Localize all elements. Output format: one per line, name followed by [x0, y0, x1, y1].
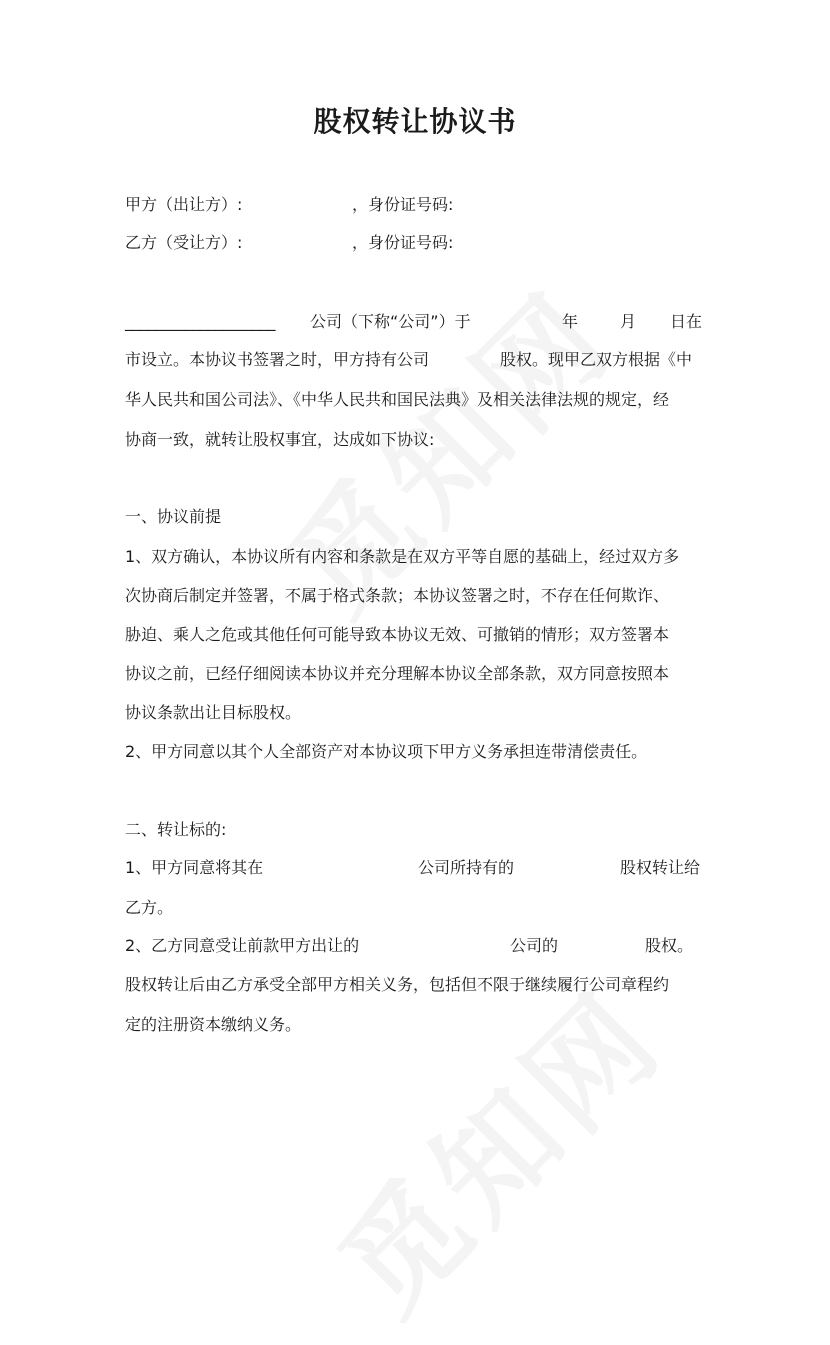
section2-item2b: 公司的 — [510, 936, 559, 955]
document-title: 股权转让协议书 — [313, 105, 517, 138]
party-a-id-label: ，身份证号码: — [352, 195, 454, 214]
party-a-label: 甲方（出让方）: — [125, 195, 243, 214]
year-label: 年 — [562, 312, 579, 331]
section1-item1-line: 胁迫、乘人之危或其他任何可能导致本协议无效、可撤销的情形；双方签署本 — [125, 625, 670, 644]
section2-item1b: 公司所持有的 — [418, 858, 515, 877]
section2-item1c: 股权转让给 — [620, 858, 701, 877]
section1-item1-line: 次协商后制定并签署，不属于格式条款；本协议签署之时，不存在任何欺诈、 — [125, 586, 670, 605]
company-ref: 公司（下称“公司”）于 — [310, 312, 471, 331]
section2-item2a: 2、乙方同意受让前款甲方出让的 — [125, 936, 360, 955]
day-label: 日在 — [670, 312, 703, 331]
preamble-line2b: 股权。现甲乙双方根据《中 — [500, 350, 693, 369]
company-name-blank: ____________________ — [125, 312, 275, 331]
section1-item1-line: 协议条款出让目标股权。 — [125, 703, 302, 722]
section2-item1d: 乙方。 — [125, 898, 174, 917]
section1-heading: 一、协议前提 — [125, 507, 222, 526]
preamble-line4: 协商一致，就转让股权事宜，达成如下协议: — [125, 430, 435, 449]
section2-item2-line2: 股权转让后由乙方承受全部甲方相关义务，包括但不限于继续履行公司章程约 — [125, 975, 670, 994]
section2-item1a: 1、甲方同意将其在 — [125, 858, 264, 877]
month-label: 月 — [620, 312, 637, 331]
section1-item2: 2、甲方同意以其个人全部资产对本协议项下甲方义务承担连带清偿责任。 — [125, 742, 648, 761]
party-b-label: 乙方（受让方）: — [125, 233, 243, 252]
watermark — [296, 947, 693, 1344]
section2-heading: 二、转让标的: — [125, 820, 227, 839]
section2-item2-line3: 定的注册资本缴纳义务。 — [125, 1015, 302, 1034]
section1-item1-line: 1、双方确认，本协议所有内容和条款是在双方平等自愿的基础上，经过双方多 — [125, 547, 680, 566]
section2-item2c: 股权。 — [645, 936, 694, 955]
preamble-line2a: 市设立。本协议书签署之时，甲方持有公司 — [125, 350, 430, 369]
section1-item1-line: 协议之前，已经仔细阅读本协议并充分理解本协议全部条款，双方同意按照本 — [125, 664, 670, 683]
preamble-line3: 华人民共和国公司法》、《中华人民共和国民法典》及相关法律法规的规定，经 — [125, 390, 670, 409]
party-b-id-label: ，身份证号码: — [352, 233, 454, 252]
